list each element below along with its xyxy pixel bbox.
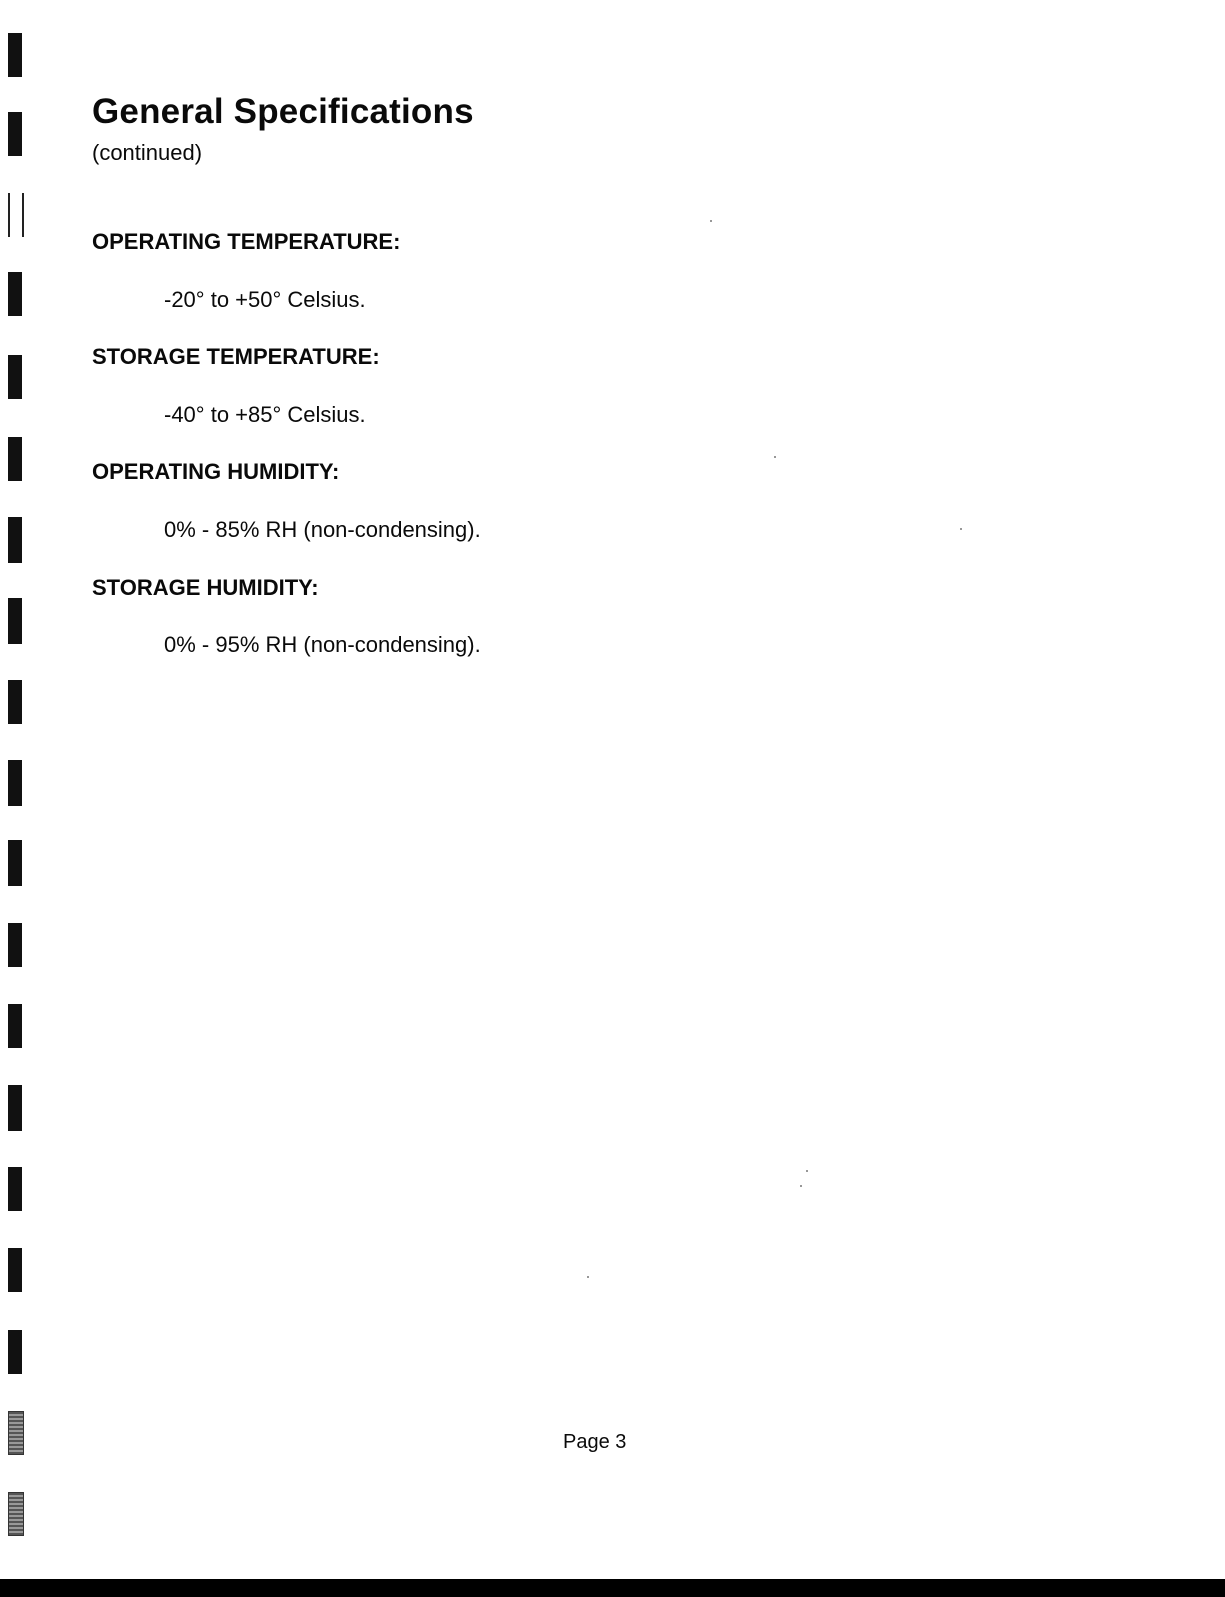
- registration-mark: [8, 1330, 22, 1374]
- registration-mark: [8, 112, 22, 156]
- scan-speck: [800, 1185, 802, 1187]
- spec-label-operating-temperature: OPERATING TEMPERATURE:: [92, 229, 401, 254]
- scan-speck: [774, 456, 776, 458]
- spec-value-operating-temperature: -20° to +50° Celsius.: [164, 287, 366, 312]
- registration-mark: [8, 517, 22, 563]
- spec-label-storage-humidity: STORAGE HUMIDITY:: [92, 575, 319, 600]
- page-number: Page 3: [563, 1431, 627, 1453]
- registration-mark: [8, 680, 22, 724]
- binding-registration-marks: [0, 0, 40, 1597]
- spec-label-operating-humidity: OPERATING HUMIDITY:: [92, 459, 340, 484]
- registration-mark: [8, 1004, 22, 1048]
- spec-value-storage-humidity: 0% - 95% RH (non-condensing).: [164, 632, 481, 657]
- spec-label-storage-temperature: STORAGE TEMPERATURE:: [92, 344, 380, 369]
- registration-mark: [8, 1248, 22, 1292]
- registration-mark: [8, 1411, 24, 1455]
- scan-bottom-edge: [0, 1579, 1225, 1597]
- registration-mark: [8, 272, 22, 316]
- registration-mark: [8, 437, 22, 481]
- registration-mark: [8, 193, 24, 237]
- page-subtitle: (continued): [92, 140, 203, 165]
- registration-mark: [8, 1167, 22, 1211]
- scan-speck: [710, 220, 712, 222]
- registration-mark: [8, 598, 22, 644]
- scan-speck: [587, 1276, 589, 1278]
- registration-mark: [8, 760, 22, 806]
- registration-mark: [8, 1492, 24, 1536]
- spec-value-storage-temperature: -40° to +85° Celsius.: [164, 402, 366, 427]
- registration-mark: [8, 1085, 22, 1131]
- registration-mark: [8, 33, 22, 77]
- scan-speck: [806, 1170, 808, 1172]
- page-title: General Specifications: [92, 92, 474, 131]
- registration-mark: [8, 840, 22, 886]
- registration-mark: [8, 355, 22, 399]
- scan-speck: [960, 528, 962, 530]
- spec-value-operating-humidity: 0% - 85% RH (non-condensing).: [164, 517, 481, 542]
- registration-mark: [8, 923, 22, 967]
